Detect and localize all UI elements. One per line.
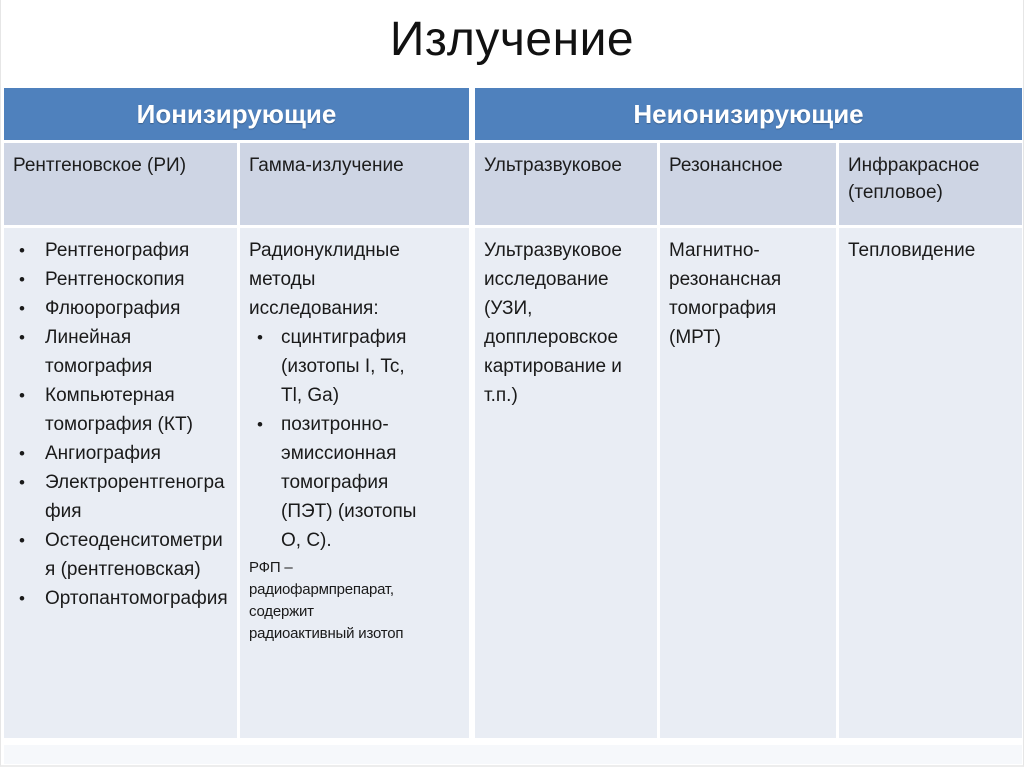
column-header-xray: Рентгеновское (РИ) bbox=[4, 143, 237, 225]
column-header-infrared: Инфракрасное (тепловое) bbox=[839, 143, 1022, 225]
list-item bbox=[13, 468, 229, 526]
group-header-nonionizing: Неионизирующие bbox=[475, 88, 1022, 140]
column-header-gamma: Гамма-излучение bbox=[240, 143, 469, 225]
list-item-text: Флюорография bbox=[45, 298, 181, 319]
bullet-icon: • bbox=[257, 415, 263, 434]
list-item-text: Остеоденситометрия (рентгеновская) bbox=[45, 530, 223, 580]
rfp-footnote: РФП – радиофармпрепарат, содержит радиоактивный изотоп bbox=[249, 559, 404, 642]
list-item-text: Компьютерная томография (КТ) bbox=[45, 385, 193, 435]
list-item bbox=[13, 439, 229, 468]
bullet-icon: • bbox=[257, 328, 263, 347]
cell-thermal-imaging bbox=[839, 228, 1022, 738]
bullet-icon: • bbox=[19, 299, 25, 318]
list-item-text: Электрорентгенография bbox=[45, 472, 225, 522]
cell-radionuclide-methods bbox=[240, 228, 469, 738]
list-item bbox=[13, 265, 229, 294]
bullet-icon: • bbox=[19, 386, 25, 405]
bullet-icon: • bbox=[19, 444, 25, 463]
cell-xray-methods bbox=[4, 228, 237, 738]
empty-table-footer-row bbox=[4, 745, 1022, 764]
cell-mri bbox=[660, 228, 836, 738]
cell-ultrasound bbox=[475, 228, 657, 738]
cell-text: Тепловидение bbox=[848, 240, 976, 261]
list-item bbox=[13, 526, 229, 584]
cell-text: Ультразвуковое исследование (УЗИ, допплеровское картирование и т.п.) bbox=[484, 240, 622, 406]
cell-intro-text: Радионуклидные методы исследования: bbox=[249, 240, 400, 319]
list-item bbox=[13, 323, 229, 381]
list-item-text: Линейная томография bbox=[45, 327, 153, 377]
bullet-icon: • bbox=[19, 531, 25, 550]
bullet-icon: • bbox=[19, 241, 25, 260]
bullet-icon: • bbox=[19, 473, 25, 492]
list-item bbox=[249, 323, 417, 410]
list-item bbox=[13, 584, 229, 613]
column-header-ultrasound: Ультразвуковое bbox=[475, 143, 657, 225]
group-header-ionizing: Ионизирующие bbox=[4, 88, 469, 140]
slide-title: Излучение bbox=[389, 13, 635, 66]
list-item-text: Рентгеноскопия bbox=[45, 269, 185, 290]
cell-text: Магнитно-резонансная томография (МРТ) bbox=[669, 240, 782, 348]
bullet-icon: • bbox=[19, 589, 25, 608]
bullet-icon: • bbox=[19, 270, 25, 289]
list-item-text: Рентгенография bbox=[45, 240, 190, 261]
bullet-icon: • bbox=[19, 328, 25, 347]
list-item bbox=[249, 410, 417, 555]
list-item bbox=[13, 381, 229, 439]
list-item bbox=[13, 236, 229, 265]
list-item-text: Ангиография bbox=[45, 443, 161, 464]
radiation-types-table bbox=[4, 88, 1022, 738]
list-item bbox=[13, 294, 229, 323]
list-item-text: Ортопантомография bbox=[45, 588, 228, 609]
list-item-text: сцинтиграфия (изотопы I, Tc, Tl, Ga) bbox=[281, 327, 407, 406]
radionuclide-sublist bbox=[249, 323, 417, 555]
column-header-resonance: Резонансное bbox=[660, 143, 836, 225]
list-item-text: позитронно-эмиссионная томография (ПЭТ) (изотопы O, C). bbox=[281, 414, 417, 551]
